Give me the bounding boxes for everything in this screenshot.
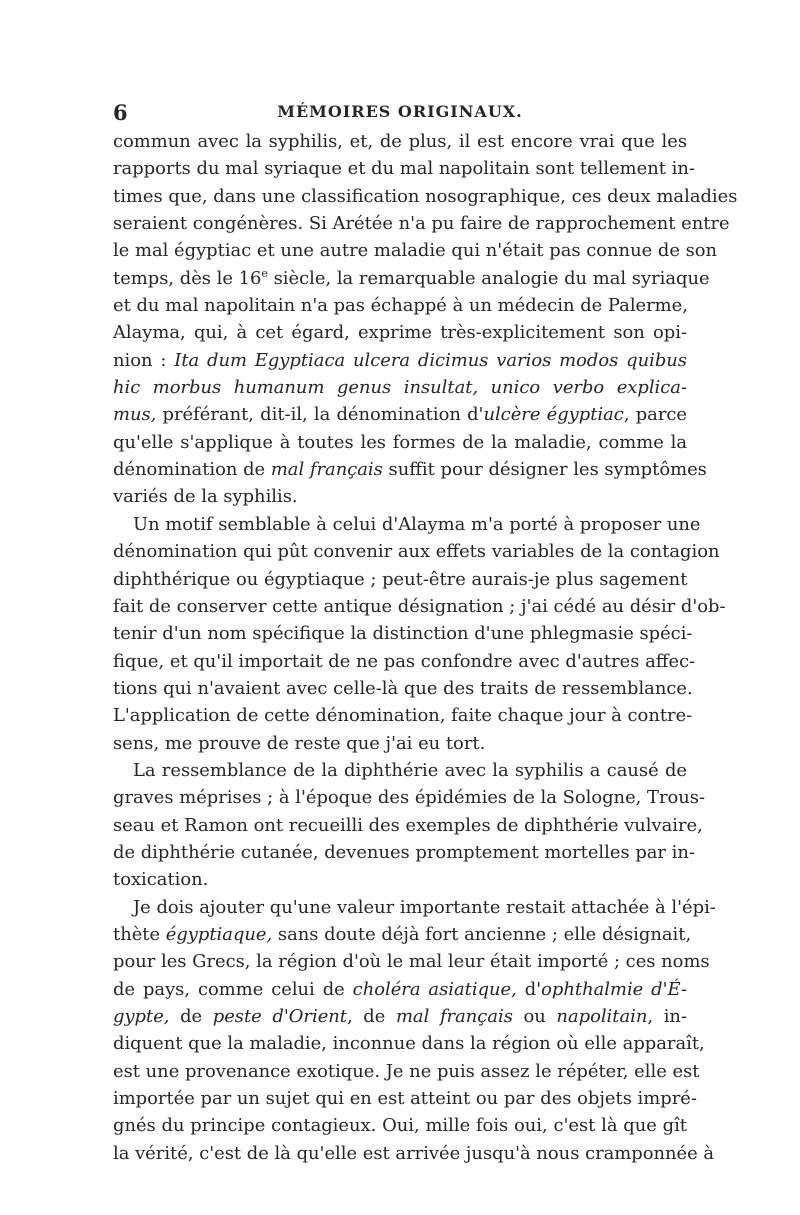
text-segment: choléra asiatique, (352, 978, 517, 1000)
text-segment: temps, dès le 16 (113, 267, 262, 289)
text-line (113, 784, 706, 811)
text-segment: thète (113, 923, 166, 945)
text-segment: e (261, 266, 268, 280)
text-segment: tenir d'un nom spécifique la distinction d'une phlegmasie spéci- (113, 623, 693, 645)
text-segment: hic morbus humanum genus insultat, unico verbo explica- (113, 377, 687, 399)
text-line (113, 319, 687, 346)
text-segment: mus, (113, 404, 157, 426)
page-header (113, 100, 687, 126)
text-segment: qu'elle s'applique à toutes les formes de la maladie, comme la (113, 431, 687, 453)
text-segment: rapports du mal syriaque et du mal napolitain sont tellement in- (113, 158, 695, 180)
text-segment: la vérité, c'est de là qu'elle est arrivée jusqu'à nous cramponnée à (113, 1142, 715, 1164)
text-line (113, 210, 730, 237)
text-segment: mal français (270, 459, 383, 481)
text-segment: ulcère égyptiac (483, 404, 624, 426)
text-line (113, 1030, 705, 1057)
text-segment: fique, et qu'il importait de ne pas confondre avec d'autres affec- (113, 650, 696, 672)
text-line (113, 593, 726, 620)
text-line (113, 511, 701, 538)
text-segment: Ita dum Egyptiaca ulcera dicimus varios modos quibus (174, 349, 687, 371)
text-segment: diquent que la maladie, inconnue dans la région où elle apparaît, (113, 1033, 705, 1055)
text-segment: fait de conserver cette antique désignation ; j'ai cédé au désir d'ob- (113, 595, 726, 617)
text-line (113, 265, 710, 292)
text-line (113, 648, 696, 675)
text-line (113, 976, 687, 1003)
text-line (113, 757, 687, 784)
text-line (113, 456, 707, 483)
text-line (113, 483, 687, 510)
text-segment: dénomination qui pût convenir aux effets variables de la contagion (113, 541, 720, 563)
text-segment: Je dois ajouter qu'une valeur importante restait attachée à l'épi- (133, 896, 716, 918)
text-segment: toxication. (113, 869, 209, 891)
text-segment: le mal égyptiac et une autre maladie qui n'était pas connue de son (113, 240, 718, 262)
text-segment: et du mal napolitain n'a pas échappé à un médecin de Palerme, (113, 295, 688, 317)
text-line (113, 429, 687, 456)
text-line (113, 347, 687, 374)
text-segment: dénomination de (113, 459, 271, 481)
page-number: 6 (113, 100, 128, 125)
text-line (113, 730, 687, 757)
text-segment: suffit pour désigner les symptômes (382, 459, 707, 481)
text-segment: siècle, la remarquable analogie du mal syriaque (267, 267, 710, 289)
text-line (113, 1003, 687, 1030)
text-segment: , in- (647, 1006, 687, 1027)
text-segment: d' (516, 978, 542, 1000)
text-line (113, 155, 695, 182)
text-line (113, 866, 687, 893)
text-segment: La ressemblance de la diphthérie avec la syphilis a causé de (133, 759, 687, 781)
text-segment: , parce (623, 404, 687, 426)
text-segment: graves méprises ; à l'époque des épidémies de la Sologne, Trous- (113, 787, 706, 809)
text-line (113, 702, 693, 729)
text-line (113, 894, 716, 921)
text-segment: Alayma, qui, à cet égard, exprime très-explicitement son opi- (113, 322, 687, 344)
text-segment: de (169, 1006, 213, 1027)
text-segment: ou (512, 1006, 557, 1027)
text-segment: est une provenance exotique. Je ne puis assez le répéter, elle est (113, 1060, 700, 1082)
text-segment: gnés du principe contagieux. Oui, mille fois oui, c'est là que gît (113, 1115, 687, 1137)
text-segment: Un motif semblable à celui d'Alayma m'a porté à proposer une (133, 513, 701, 535)
text-segment: diphthérique ou égyptiaque ; peut-être aurais-je plus sagement (113, 568, 688, 590)
text-line (113, 1085, 697, 1112)
text-line (113, 401, 687, 428)
text-segment: times que, dans une classification nosographique, ces deux maladies (113, 185, 738, 207)
text-line (113, 237, 718, 264)
text-segment: gypte, (113, 1006, 170, 1027)
text-segment: égyptiaque, (165, 923, 273, 945)
text-segment: seau et Ramon ont recueilli des exemples de diphthérie vulvaire, (113, 814, 703, 836)
text-segment: mal français (395, 1006, 513, 1027)
text-segment: seraient congénères. Si Arétée n'a pu faire de rapprochement entre (113, 213, 730, 235)
text-line (113, 620, 693, 647)
text-line (113, 675, 693, 702)
text-segment: peste d'Orient (212, 1006, 347, 1027)
text-segment: de diphthérie cutanée, devenues promptement mortelles par in- (113, 841, 695, 863)
text-line (113, 1140, 715, 1167)
body-text (113, 128, 738, 1167)
text-segment: pour les Grecs, la région d'où le mal leur était importé ; ces noms (113, 951, 710, 973)
text-segment: nion : (113, 349, 175, 371)
text-segment: L'application de cette dénomination, faite chaque jour à contre- (113, 705, 693, 727)
text-segment: tions qui n'avaient avec celle-là que des traits de ressemblance. (113, 677, 693, 699)
text-line (113, 1112, 687, 1139)
text-line (113, 566, 687, 593)
text-line (113, 374, 687, 401)
text-segment: préférant, dit-il, la dénomination d' (156, 404, 484, 426)
text-segment: , de (347, 1006, 396, 1027)
running-head: MÉMOIRES ORIGINAUX. (277, 102, 523, 121)
text-line (113, 921, 692, 948)
text-segment: sans doute déjà fort ancienne ; elle désignait, (272, 923, 692, 945)
text-segment: sens, me prouve de reste que j'ai eu tort. (113, 732, 486, 754)
text-line (113, 292, 687, 319)
text-segment: importée par un sujet qui en est atteint ou par des objets impré- (113, 1088, 697, 1110)
text-line (113, 839, 695, 866)
text-line (113, 128, 687, 155)
text-segment: variés de la syphilis. (113, 486, 298, 508)
text-segment: de pays, comme celui de (113, 978, 353, 1000)
text-segment: ophthalmie d'É- (541, 978, 687, 1000)
text-segment: napolitain (556, 1006, 648, 1027)
text-line (113, 183, 738, 210)
text-line (113, 812, 703, 839)
text-line (113, 948, 710, 975)
text-line (113, 538, 720, 565)
text-segment: commun avec la syphilis, et, de plus, il est encore vrai que les (113, 131, 687, 152)
text-line (113, 1058, 700, 1085)
